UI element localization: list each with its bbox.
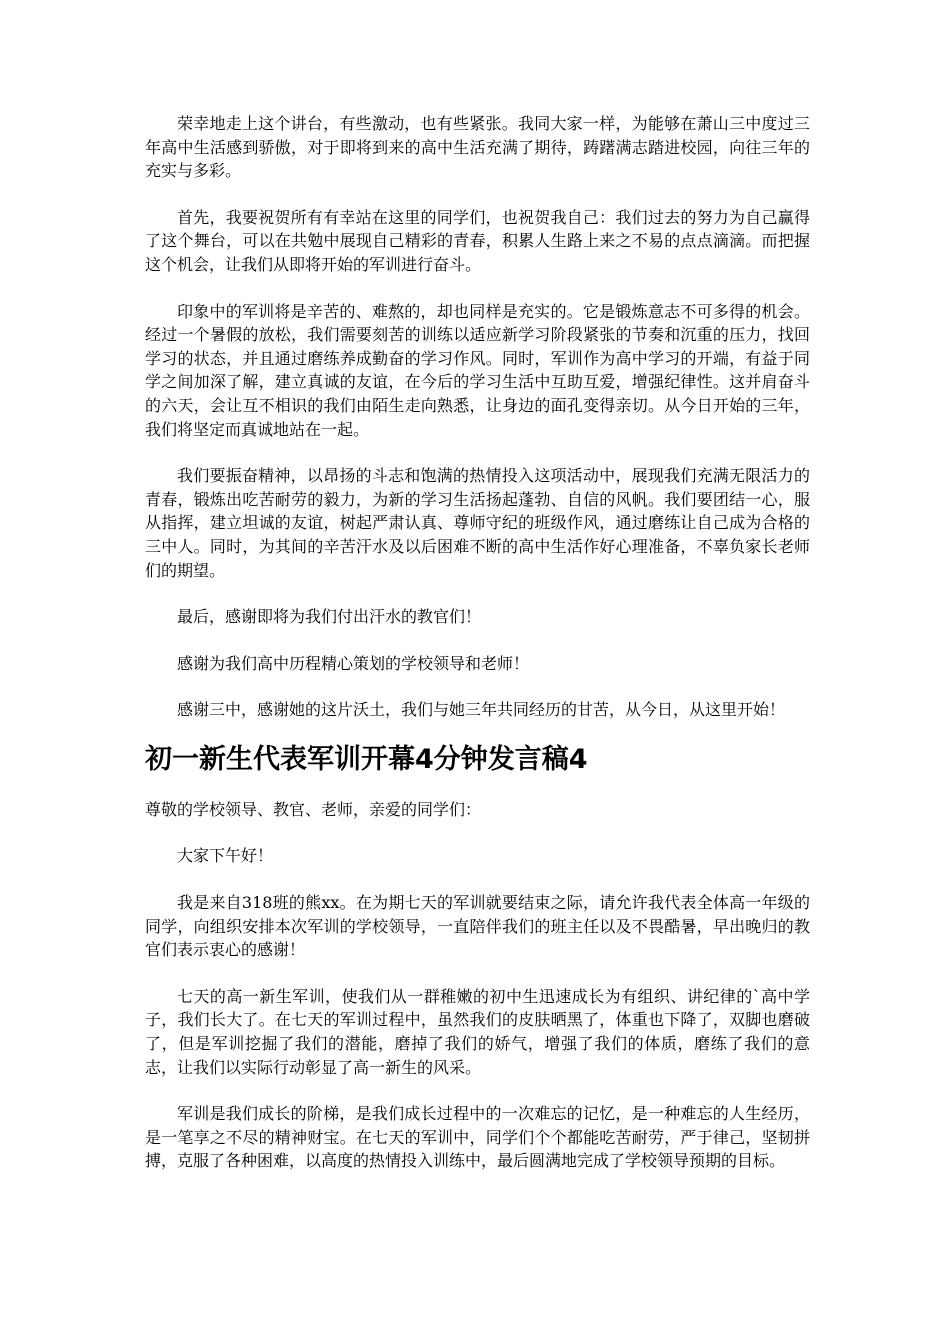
paragraph: 感谢三中，感谢她的这片沃土，我们与她三年共同经历的甘苦，从今日，从这里开始！ — [177, 700, 786, 720]
paragraph: 荣幸地走上这个讲台，有些激动，也有些紧张。我同大家一样，为能够在萧山三中度过三年高中生活感到骄傲，对于即将到来的高中生活充满了期待，踌躇满志踏进校园，向往三年的充实与多彩。 — [145, 114, 810, 181]
paragraph: 印象中的军训将是辛苦的、难熬的，却也同样是充实的。它是锻炼意志不可多得的机会。经过一个暑假的放松，我们需要刻苦的训练以适应新学习阶段紧张的节奏和沉重的压力，找回学习的状态，并且通过磨练养成勤奋的学习作风。同时，军训作为高中学习的开端，有益于同学之间加深了解，建立真诚的友谊，在今后的学习生活中互助互爱，增强纪律性。这并肩奋斗的六天，会让互不相识的我们由陌生走向熟悉，让身边的面孔变得亲切。从今日开始的三年，我们将坚定而真诚地站在一起。 — [145, 301, 810, 439]
speech-section-4 — [145, 798, 810, 1173]
speech-section-3 — [145, 112, 810, 722]
document-page — [145, 112, 810, 1173]
salutation: 尊敬的学校领导、教官、老师，亲爱的同学们： — [145, 799, 482, 819]
paragraph: 我是来自318班的熊xx。在为期七天的军训就要结束之际，请允许我代表全体高一年级的同学，向组织安排本次军训的学校领导，一直陪伴我们的班主任以及不畏酷暑，早出晚归的教官们表示衷心的感谢！ — [145, 893, 810, 960]
paragraph: 大家下午好！ — [177, 846, 274, 866]
paragraph: 感谢为我们高中历程精心策划的学校领导和老师！ — [177, 653, 530, 673]
paragraph: 军训是我们成长的阶梯，是我们成长过程中的一次难忘的记忆，是一种难忘的人生经历，是一笔享之不尽的精神财宝。在七天的军训中，同学们个个都能吃苦耐劳，严于律己，坚韧拼搏，克服了各种困难，以高度的热情投入训练中，最后圆满地完成了学校领导预期的目标。 — [145, 1104, 810, 1171]
paragraph: 我们要振奋精神，以昂扬的斗志和饱满的热情投入这项活动中，展现我们充满无限活力的青春，锻炼出吃苦耐劳的毅力，为新的学习生活扬起蓬勃、自信的风帆。我们要团结一心，服从指挥，建立坦诚的友谊，树起严肃认真、尊师守纪的班级作风，通过磨练让自己成为合格的三中人。同时，为其间的辛苦汗水及以后困难不断的高中生活作好心理准备，不辜负家长老师们的期望。 — [145, 466, 810, 580]
paragraph: 最后，感谢即将为我们付出汗水的教官们！ — [177, 607, 482, 627]
paragraph: 七天的高一新生军训，使我们从一群稚嫩的初中生迅速成长为有组织、讲纪律的`高中学子，我们长大了。在七天的军训过程中，虽然我们的皮肤晒黑了，体重也下降了，双脚也磨破了，但是军训挖掘了我们的潜能，磨掉了我们的娇气，增强了我们的体质，磨练了我们的意志，让我们以实际行动彰显了高一新生的风采。 — [145, 986, 810, 1077]
section-heading: 初一新生代表军训开幕4分钟发言稿4 — [145, 743, 588, 775]
paragraph: 首先，我要祝贺所有有幸站在这里的同学们，也祝贺我自己：我们过去的努力为自己赢得了这个舞台，可以在共勉中展现自己精彩的青春，积累人生路上来之不易的点点滴滴。而把握这个机会，让我们从即将开始的军训进行奋斗。 — [145, 207, 810, 274]
